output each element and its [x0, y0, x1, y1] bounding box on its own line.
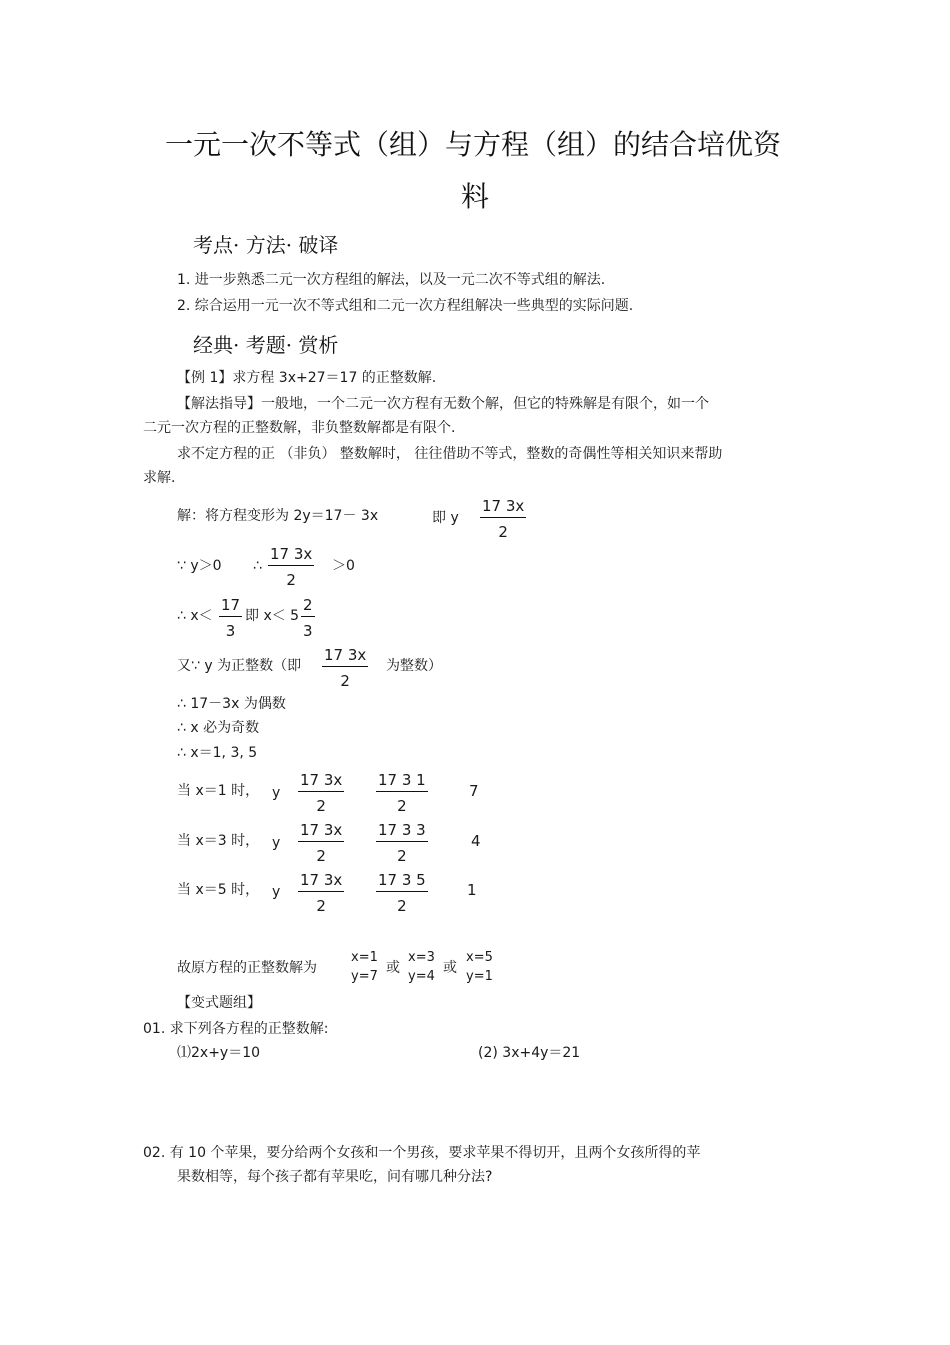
fraction-denominator: 2 — [286, 571, 296, 589]
page-title-line1: 一元一次不等式（组）与方程（组）的结合培优资 — [165, 128, 782, 161]
fraction — [298, 821, 344, 865]
case-result: 4 — [471, 832, 481, 850]
fraction-denominator: 2 — [397, 847, 407, 865]
fraction-numerator: 17 3x — [298, 871, 344, 892]
fraction-numerator: 17 3 1 — [376, 771, 428, 792]
question-2: 02. 有 10 个苹果，要分给两个女孩和一个男孩，要求苹果不得切开，且两个女孩所得的苹 — [143, 1145, 701, 1161]
question-1: 01. 求下列各方程的正整数解: — [143, 1021, 329, 1037]
solution-step: 为整数） — [386, 658, 442, 674]
fraction-numerator: 17 3x — [268, 545, 314, 566]
question-2-cont: 果数相等，每个孩子都有苹果吃，问有哪几种分法? — [177, 1169, 493, 1185]
fraction — [376, 821, 428, 865]
fraction-numerator: 17 3x — [480, 497, 526, 518]
solution-step: ∴ 17－3x 为偶数 — [177, 696, 286, 712]
fraction-numerator: 17 3 3 — [376, 821, 428, 842]
guide-text: 求不定方程的正 （非负） 整数解时， 往往借助不等式，整数的奇偶性等相关知识来帮助 — [177, 446, 723, 462]
fraction — [219, 596, 242, 640]
fraction-numerator: 17 — [219, 596, 242, 617]
case-label: 当 x＝3 时， — [177, 833, 260, 849]
fraction-denominator: 3 — [303, 622, 313, 640]
fraction-denominator: 2 — [316, 897, 326, 915]
or-text: 或 — [386, 960, 400, 976]
fraction-numerator: 2 — [301, 596, 315, 617]
solution-step: ∵ y＞0 — [177, 558, 222, 574]
fraction — [301, 596, 315, 640]
fraction — [480, 497, 526, 541]
fraction — [298, 771, 344, 815]
fraction — [298, 871, 344, 915]
conclusion-text: 故原方程的正整数解为 — [177, 960, 317, 976]
case-y: y — [272, 835, 281, 851]
system-x: x=5 — [466, 950, 493, 965]
solution-system — [408, 948, 435, 986]
system-y: y=1 — [466, 969, 493, 984]
system-x: x=3 — [408, 950, 435, 965]
case-result: 1 — [467, 881, 477, 899]
solution-step: ∴ x＝1, 3, 5 — [177, 745, 258, 761]
guide-text: 求解. — [143, 470, 176, 486]
system-y: y=4 — [408, 969, 435, 984]
fraction-denominator: 2 — [316, 797, 326, 815]
fraction-numerator: 17 3x — [298, 771, 344, 792]
system-x: x=1 — [351, 950, 378, 965]
case-y: y — [272, 884, 281, 900]
solution-step: 解：将方程变形为 2y＝17－ 3x — [177, 508, 379, 524]
case-label: 当 x＝5 时， — [177, 882, 260, 898]
fraction-denominator: 2 — [397, 897, 407, 915]
solution-step: ∴ — [253, 558, 262, 574]
fraction-numerator: 17 3x — [298, 821, 344, 842]
fraction — [376, 771, 428, 815]
solution-step: ∴ x＜ — [177, 608, 213, 624]
solution-system — [466, 948, 493, 986]
question-1-part-a: ⑴2x+y＝10 — [177, 1045, 261, 1061]
fraction — [268, 545, 314, 589]
section-heading-kaodian: 考点· 方法· 破译 — [193, 233, 339, 257]
or-text: 或 — [443, 960, 457, 976]
list-item: 2. 综合运用一元一次不等式组和二元一次方程组解决一些典型的实际问题. — [177, 298, 634, 314]
fraction-denominator: 2 — [340, 672, 350, 690]
guide-text: 二元一次方程的正整数解，非负整数解都是有限个. — [143, 420, 456, 436]
section-heading-jingdian: 经典· 考题· 赏析 — [193, 333, 339, 357]
list-item: 1. 进一步熟悉二元一次方程组的解法，以及一元二次不等式组的解法. — [177, 272, 606, 288]
fraction-denominator: 3 — [225, 622, 236, 640]
fraction-denominator: 2 — [316, 847, 326, 865]
solution-step: ∴ x 必为奇数 — [177, 720, 260, 736]
guide-text: 【解法指导】一般地，一个二元一次方程有无数个解，但它的特殊解是有限个，如一个 — [177, 396, 709, 412]
solution-step: 即 x＜ 5 — [245, 608, 300, 624]
case-label: 当 x＝1 时， — [177, 783, 260, 799]
fraction-denominator: 2 — [397, 797, 407, 815]
solution-step: 又∵ y 为正整数（即 — [177, 658, 302, 674]
solution-system — [351, 948, 378, 986]
solution-step: 即 y — [432, 510, 459, 526]
fraction-numerator: 17 3 5 — [376, 871, 428, 892]
question-1-part-b: (2) 3x+4y＝21 — [478, 1045, 581, 1061]
fraction-numerator: 17 3x — [322, 646, 368, 667]
case-result: 7 — [469, 782, 479, 800]
case-y: y — [272, 785, 281, 801]
solution-step: ＞0 — [332, 558, 355, 574]
page-title-line2: 料 — [461, 180, 490, 213]
fraction — [376, 871, 428, 915]
example-statement: 【例 1】求方程 3x+27＝17 的正整数解. — [177, 370, 437, 386]
system-y: y=7 — [351, 969, 378, 984]
fraction — [322, 646, 368, 690]
fraction-denominator: 2 — [498, 523, 508, 541]
variant-heading: 【变式题组】 — [177, 995, 261, 1011]
